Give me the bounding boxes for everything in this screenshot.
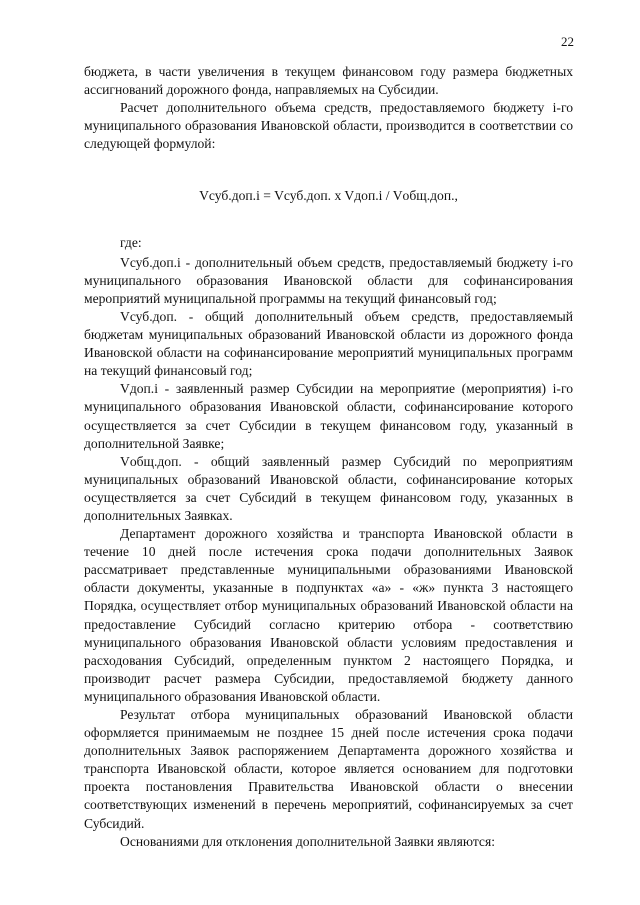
- definition-v-obsch-dop: Vобщ.доп. - общий заявленный размер Субсидий по мероприятиям муниципальных образований Ивановской области, софинансирование которых осуществляется за счет Субсидий в текущем финансовом году, указанных в дополнительных Заявках.: [84, 453, 573, 523]
- where-label: где:: [120, 234, 142, 250]
- page-number: 22: [561, 34, 574, 49]
- paragraph-selection-result: Результат отбора муниципальных образований Ивановской области оформляется принимаемым не позднее 15 дней после истечения срока подачи дополнительных Заявок распоряжением Департамента дорожного хозяйства и транспорта Ивановской области, которое является основанием для подготовки проекта постановления Правительства Ивановской области о внесении соответствующих изменений в перечень мероприятий, софинансируемых за счет Субсидий.: [84, 707, 573, 831]
- paragraph-calculation-intro: Расчет дополнительного объема средств, предоставляемого бюджету i-го муниципального образования Ивановской области, производится в соответствии со следующей формулой:: [84, 100, 573, 152]
- definition-v-sub-dop-i: Vсуб.доп.i - дополнительный объем средств, предоставляемый бюджету i-го муниципального образования Ивановской области для софинансирования мероприятий муниципальной программы на текущий финансовый год;: [84, 254, 573, 306]
- paragraph-budget-continuation: бюджета, в части увеличения в текущем финансовом году размера бюджетных ассигнований дорожного фонда, направляемых на Субсидии.: [84, 64, 573, 98]
- definition-v-sub-dop: Vсуб.доп. - общий дополнительный объем средств, предоставляемый бюджетам муниципальных образований Ивановской области из дорожного фонда Ивановской области на софинансирование мероприятий муниципальных программ на текущий финансовый год;: [84, 308, 573, 379]
- paragraph-rejection-grounds: Основаниями для отклонения дополнительной Заявки являются:: [120, 833, 495, 849]
- paragraph-department-review: Департамент дорожного хозяйства и транспорта Ивановской области в течение 10 дней после истечения срока подачи дополнительных Заявок рассматривает представленные муниципальными образованиями Ивановской области документы, указанные в подпунктах «а» - «ж» пункта 3 настоящего Порядка, осуществляет отбор муниципальных образований Ивановской области на предоставление Субсидий согласно критерию отбора - соответствию муниципального образования Ивановской области условиям предоставления и расходования Субсидий, определенным пунктом 2 настоящего Порядка, и производит расчет размера Субсидии, предоставляемой бюджету данного муниципального образования Ивановской области.: [84, 526, 573, 704]
- document-body: [84, 63, 573, 851]
- definition-v-dop-i: Vдоп.i - заявленный размер Субсидии на мероприятие (мероприятия) i-го муниципального образования Ивановской области, софинансирование которого осуществляется за счет Субсидии в текущем финансовом году, указанный в дополнительной Заявке;: [84, 381, 573, 451]
- formula: Vсуб.доп.i = Vсуб.доп. x Vдоп.i / Vобщ.доп.,: [199, 188, 458, 204]
